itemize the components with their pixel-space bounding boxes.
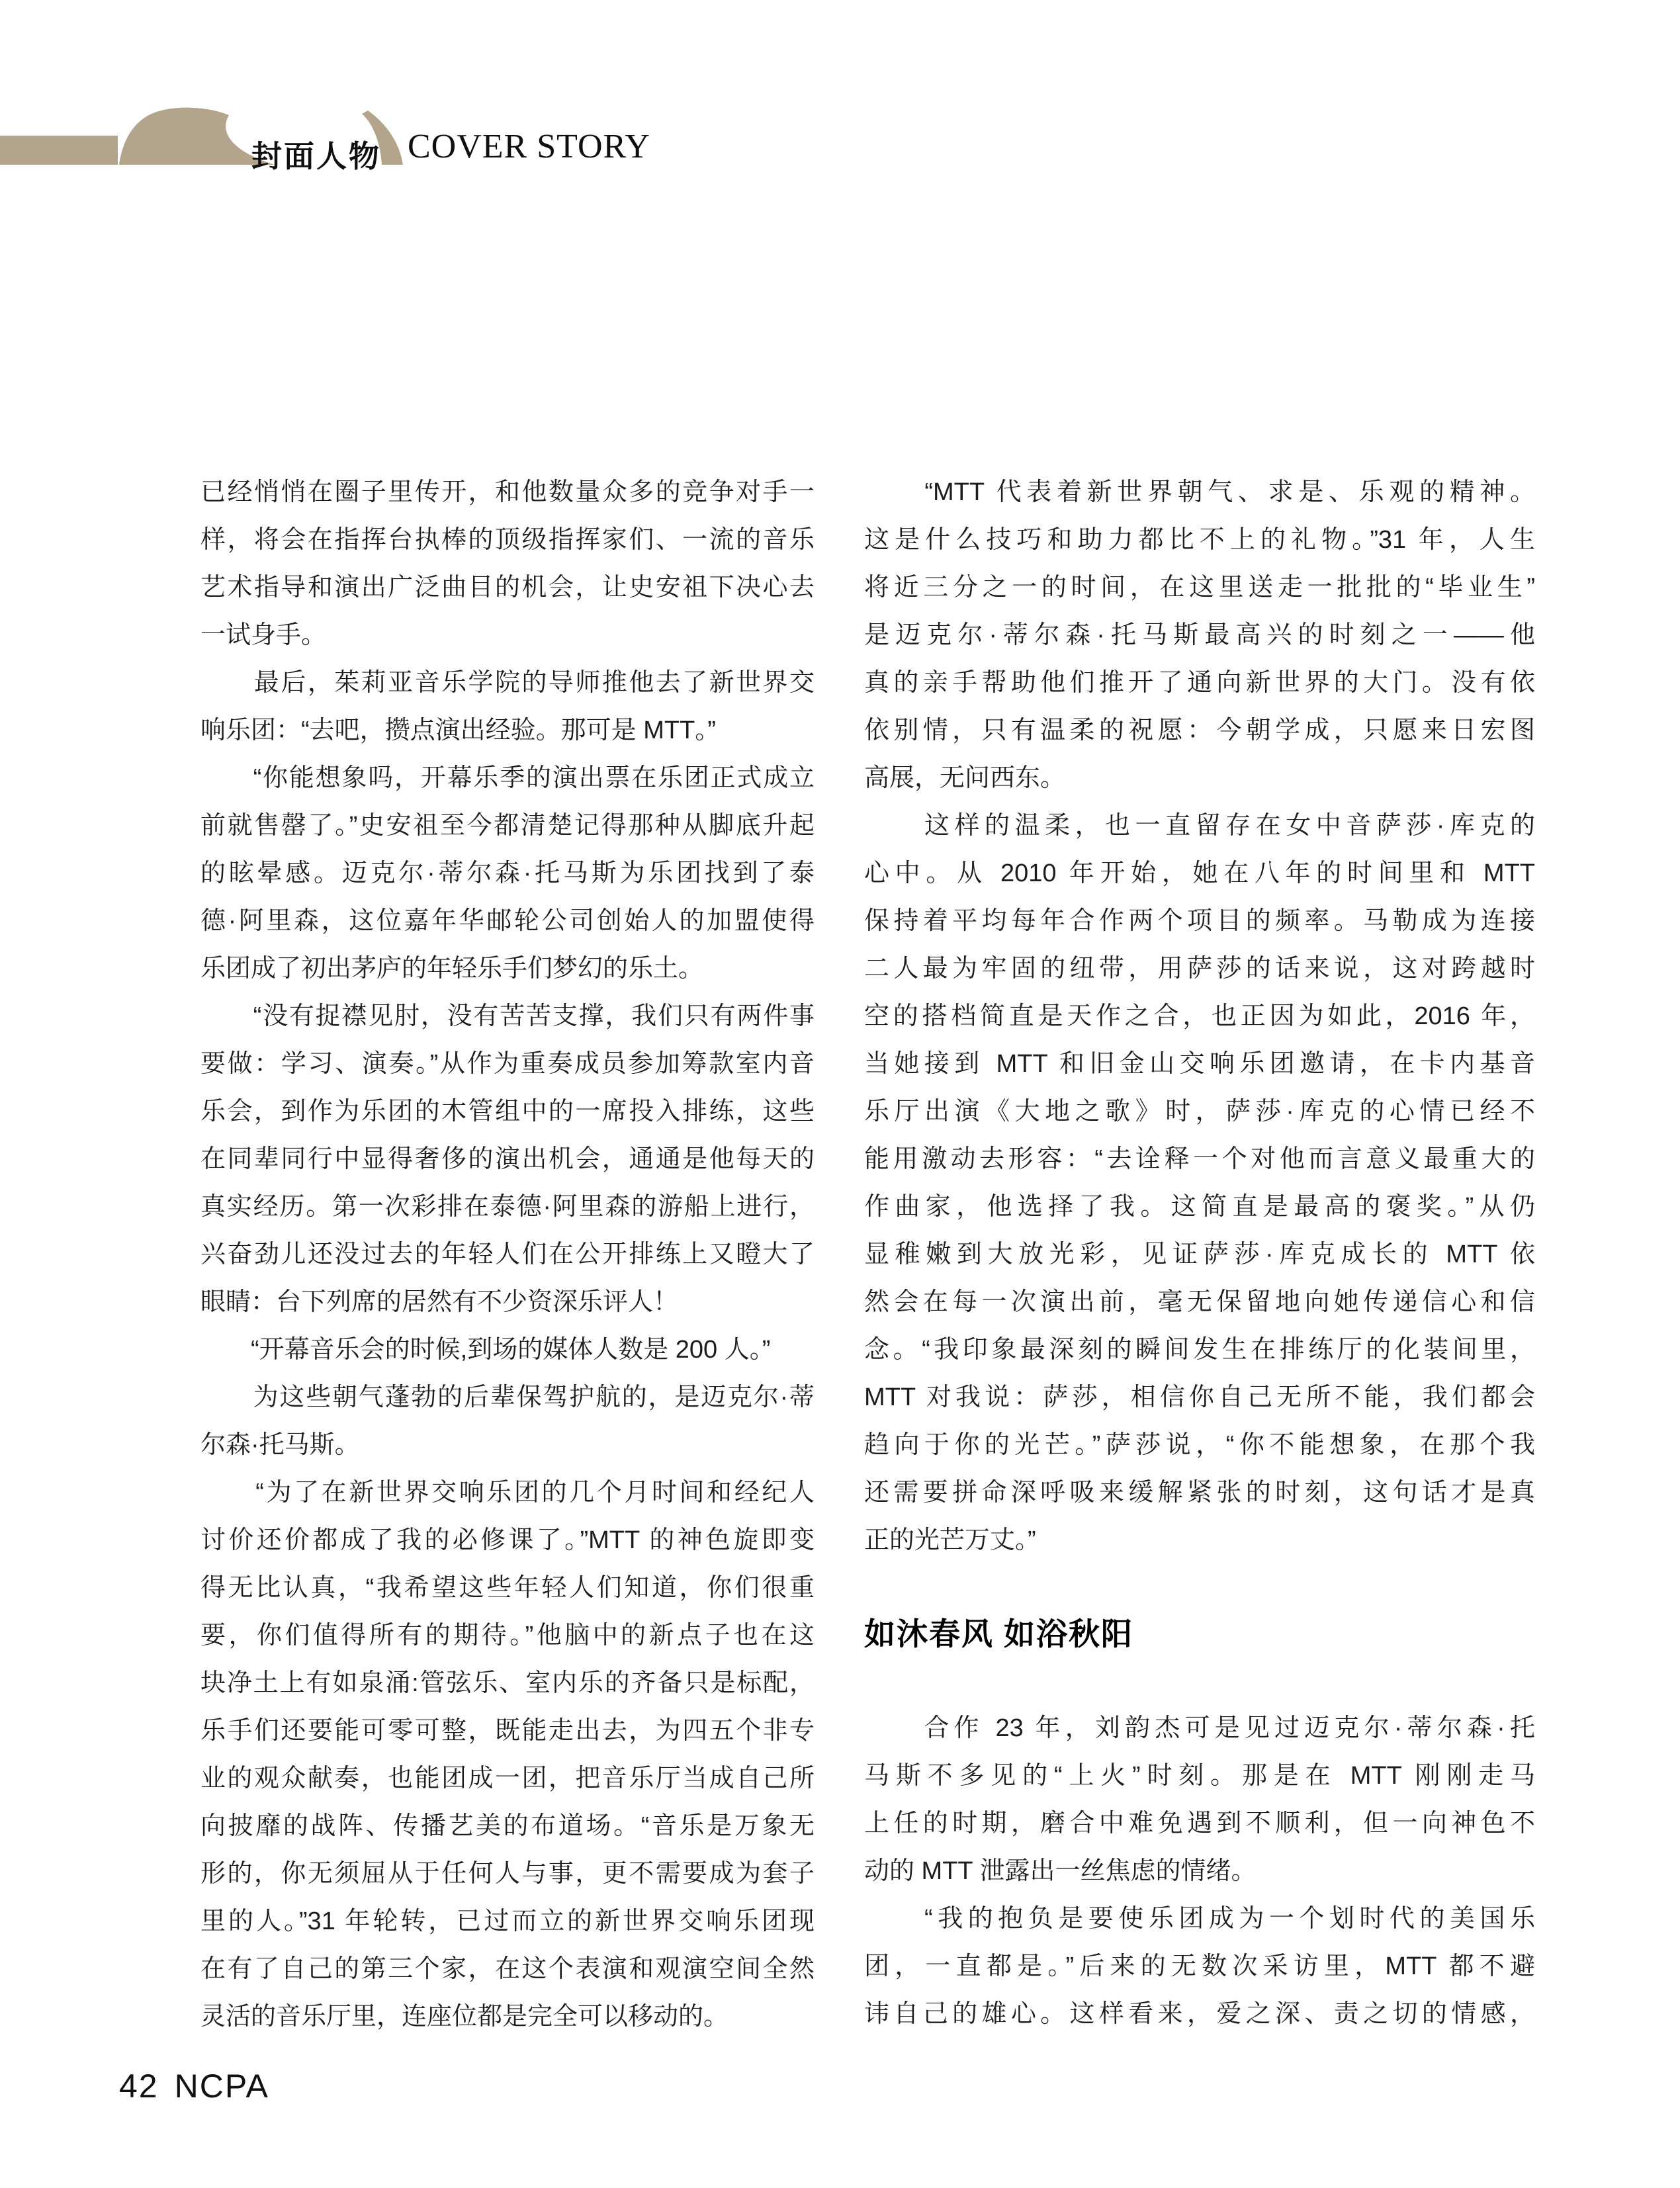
header-bar-shape	[0, 136, 118, 165]
text-line: 前就售罄了。”史安祖至今都清楚记得那种从脚底升起	[200, 812, 815, 840]
text-line: “没有捉襟见肘，没有苦苦支撑，我们只有两件事	[200, 1002, 815, 1030]
text-line: 乐团成了初出茅庐的年轻乐手们梦幻的乐土。	[200, 955, 704, 983]
text-line: 真的亲手帮助他们推开了通向新世界的大门。没有依	[864, 669, 1535, 697]
text-line: 最后，茱莉亚音乐学院的导师推他去了新世界交	[200, 669, 815, 697]
text-line: 真实经历。第一次彩排在泰德·阿里森的游船上进行，	[200, 1193, 815, 1221]
text-line: 上任的时期，磨合中难免遇到不顺利，但一向神色不	[864, 1810, 1535, 1837]
text-line: 响乐团：“去吧，攒点演出经验。那可是 MTT。”	[200, 717, 716, 744]
article-column-left	[200, 468, 815, 2040]
text-line: 乐厅出演《大地之歌》时，萨莎·库克的心情已经不	[864, 1098, 1535, 1125]
text-line: 讳自己的雄心。这样看来，爱之深、责之切的情感，	[864, 2000, 1535, 2028]
text-line: 里的人。”31 年轮转，已过而立的新世界交响乐团现	[200, 1907, 815, 1935]
text-line: 向披靡的战阵、传播艺美的布道场。“音乐是万象无	[200, 1812, 815, 1840]
text-line: 艺术指导和演出广泛曲目的机会，让史安祖下决心去	[200, 574, 815, 601]
text-line: “为了在新世界交响乐团的几个月时间和经纪人	[200, 1479, 815, 1507]
text-line: 将近三分之一的时间，在这里送走一批批的“毕业生”	[864, 574, 1535, 601]
text-line: 正的光芒万丈。”	[864, 1526, 1036, 1554]
text-line: 要，你们值得所有的期待。”他脑中的新点子也在这	[200, 1622, 815, 1649]
text-line: 眼睛：台下列席的居然有不少资深乐评人！	[200, 1288, 679, 1316]
text-line: 乐手们还要能可零可整，既能走出去，为四五个非专	[200, 1717, 815, 1745]
text-line: 德·阿里森，这位嘉年华邮轮公司创始人的加盟使得	[200, 907, 815, 935]
text-line: 高展，无问西东。	[864, 764, 1066, 792]
text-line: 这是什么技巧和助力都比不上的礼物。”31 年，人生	[864, 526, 1535, 554]
text-line: 空的搭档简直是天作之合，也正因为如此，2016 年，	[864, 1002, 1535, 1030]
text-line: 业的观众献奏，也能团成一团，把音乐厅当成自己所	[200, 1765, 815, 1792]
text-line: 合作 23 年，刘韵杰可是见过迈克尔·蒂尔森·托	[864, 1714, 1535, 1742]
page-footer	[119, 2067, 269, 2105]
text-line: “开幕音乐会的时候,到场的媒体人数是 200 人。”	[200, 1336, 771, 1364]
right-column-top-lines	[864, 468, 1535, 1564]
text-line: 在同辈同行中显得奢侈的演出机会，通通是他每天的	[200, 1145, 815, 1173]
text-line: 要做：学习、演奏。”从作为重奏成员参加筹款室内音	[200, 1050, 815, 1078]
text-line: 已经悄悄在圈子里传开，和他数量众多的竞争对手一	[200, 478, 815, 506]
section-title-en: COVER STORY	[408, 128, 650, 165]
text-line: MTT 对我说：萨莎，相信你自己无所不能，我们都会	[864, 1383, 1535, 1411]
text-line: “你能想象吗，开幕乐季的演出票在乐团正式成立	[200, 764, 815, 792]
text-line: 形的，你无须屈从于任何人与事，更不需要成为套子	[200, 1860, 815, 1888]
text-line: 是迈克尔·蒂尔森·托马斯最高兴的时刻之一——他	[864, 621, 1535, 649]
text-line: 样，将会在指挥台执棒的顶级指挥家们、一流的音乐	[200, 526, 815, 554]
text-line: 得无比认真，“我希望这些年轻人们知道，你们很重	[200, 1574, 815, 1602]
text-line: 的眩晕感。迈克尔·蒂尔森·托马斯为乐团找到了泰	[200, 859, 815, 887]
text-line: 然会在每一次演出前，毫无保留地向她传递信心和信	[864, 1288, 1535, 1316]
text-line: 灵活的音乐厅里，连座位都是完全可以移动的。	[200, 2003, 729, 2031]
text-line: 二人最为牢固的纽带，用萨莎的话来说，这对跨越时	[864, 955, 1535, 983]
text-line: 马斯不多见的“上火”时刻。那是在 MTT 刚刚走马	[864, 1762, 1535, 1790]
text-line: 一试身手。	[200, 621, 327, 649]
magazine-logo: NCPA	[174, 2068, 269, 2105]
text-line: 念。“我印象最深刻的瞬间发生在排练厅的化装间里，	[864, 1336, 1535, 1364]
text-line: 动的 MTT 泄露出一丝焦虑的情绪。	[864, 1857, 1257, 1885]
text-line: 为这些朝气蓬勃的后辈保驾护航的，是迈克尔·蒂	[200, 1383, 815, 1411]
text-line: 作曲家，他选择了我。这简直是最高的褒奖。”从仍	[864, 1193, 1535, 1221]
text-line: 还需要拼命深呼吸来缓解紧张的时刻，这句话才是真	[864, 1479, 1535, 1507]
text-line: 心中。从 2010 年开始，她在八年的时间里和 MTT	[864, 859, 1535, 887]
text-line: “MTT 代表着新世界朝气、求是、乐观的精神。	[864, 478, 1535, 506]
text-line: “我的抱负是要使乐团成为一个划时代的美国乐	[864, 1905, 1535, 1933]
section-heading: 如沐春风 如浴秋阳	[864, 1616, 1134, 1651]
section-title-zh: 封面人物	[251, 139, 381, 173]
text-line: 兴奋劲儿还没过去的年轻人们在公开排练上又瞪大了	[200, 1241, 815, 1268]
text-line: 尔森·托马斯。	[200, 1431, 360, 1459]
text-line: 这样的温柔，也一直留存在女中音萨莎·库克的	[864, 812, 1535, 840]
text-line: 讨价还价都成了我的必修课了。”MTT 的神色旋即变	[200, 1526, 815, 1554]
article-column-right	[864, 468, 1535, 2038]
page-number: 42	[119, 2068, 159, 2105]
text-line: 趋向于你的光芒。”萨莎说，“你不能想象，在那个我	[864, 1431, 1535, 1459]
right-column-bottom-lines	[864, 1704, 1535, 2038]
text-line: 乐会，到作为乐团的木管组中的一席投入排练，这些	[200, 1098, 815, 1125]
text-line: 团，一直都是。”后来的无数次采访里，MTT 都不避	[864, 1952, 1535, 1980]
text-line: 在有了自己的第三个家，在这个表演和观演空间全然	[200, 1955, 815, 1983]
text-line: 依别情，只有温柔的祝愿：今朝学成，只愿来日宏图	[864, 717, 1535, 744]
text-line: 能用激动去形容：“去诠释一个对他而言意义最重大的	[864, 1145, 1535, 1173]
text-line: 保持着平均每年合作两个项目的频率。马勒成为连接	[864, 907, 1535, 935]
text-line: 当她接到 MTT 和旧金山交响乐团邀请，在卡内基音	[864, 1050, 1535, 1078]
text-line: 块净土上有如泉涌:管弦乐、室内乐的齐备只是标配，	[200, 1669, 815, 1697]
text-line: 显稚嫩到大放光彩，见证萨莎·库克成长的 MTT 依	[864, 1241, 1535, 1268]
